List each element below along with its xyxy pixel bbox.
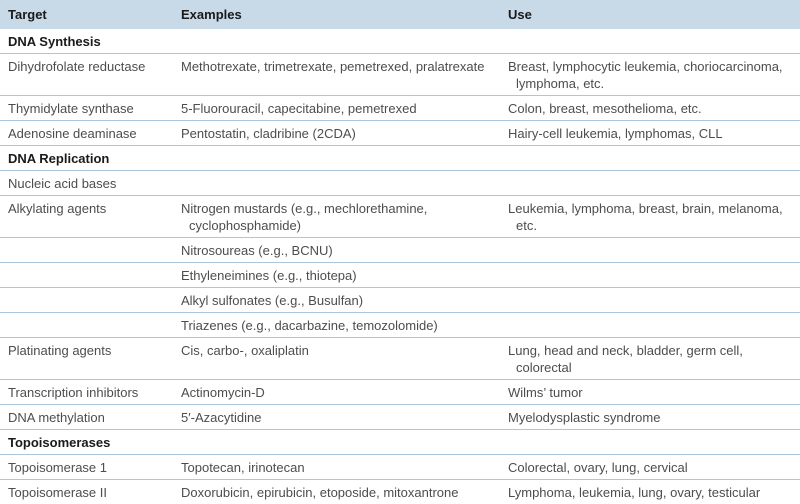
table-row <box>0 121 800 146</box>
target-cell: Dihydrofolate reductase <box>0 54 173 96</box>
column-header-target: Target <box>0 0 173 29</box>
use-cell: Colorectal, ovary, lung, cervical <box>500 455 800 480</box>
column-header-examples: Examples <box>173 0 500 29</box>
use-cell: Myelodysplastic syndrome <box>500 405 800 430</box>
examples-cell: Methotrexate, trimetrexate, pemetrexed, pralatrexate <box>173 54 500 96</box>
target-cell <box>0 263 173 288</box>
table-row <box>0 288 800 313</box>
table-row <box>0 263 800 288</box>
use-cell: Lung, head and neck, bladder, germ cell, colorectal <box>500 338 800 380</box>
examples-cell: Triazenes (e.g., dacarbazine, temozolomide) <box>173 313 500 338</box>
section-row <box>0 146 800 171</box>
table-row <box>0 380 800 405</box>
target-cell: Transcription inhibitors <box>0 380 173 405</box>
examples-cell: Pentostatin, cladribine (2CDA) <box>173 121 500 146</box>
table-row <box>0 480 800 504</box>
target-cell: Adenosine deaminase <box>0 121 173 146</box>
target-cell: Topoisomerase II <box>8 485 107 500</box>
examples-cell: Ethyleneimines (e.g., thiotepa) <box>173 263 500 288</box>
use-cell: Colon, breast, mesothelioma, etc. <box>500 96 800 121</box>
examples-cell: Alkyl sulfonates (e.g., Busulfan) <box>173 288 500 313</box>
use-cell <box>500 263 800 288</box>
target-cell <box>0 238 173 263</box>
table-row <box>0 338 800 380</box>
target-cell: Thymidylate synthase <box>0 96 173 121</box>
target-cell: Alkylating agents <box>0 196 173 238</box>
table-row <box>0 405 800 430</box>
target-cell <box>0 288 173 313</box>
table-row <box>0 196 800 238</box>
table-row <box>0 455 800 480</box>
use-cell <box>500 238 800 263</box>
examples-cell: Cis, carbo-, oxaliplatin <box>173 338 500 380</box>
target-cell: Nucleic acid bases <box>0 171 173 196</box>
examples-cell: Nitrosoureas (e.g., BCNU) <box>173 238 500 263</box>
target-cell: DNA methylation <box>0 405 173 430</box>
table-row <box>0 171 800 196</box>
table-row <box>0 96 800 121</box>
examples-cell: 5-Fluorouracil, capecitabine, pemetrexed <box>173 96 500 121</box>
target-cell: Platinating agents <box>0 338 173 380</box>
use-cell <box>500 288 800 313</box>
target-cell: Topoisomerase 1 <box>0 455 173 480</box>
use-cell: Lymphoma, leukemia, lung, ovary, testicular <box>508 485 761 500</box>
examples-cell: Nitrogen mustards (e.g., mechlorethamine, cyclophosphamide) <box>173 196 500 238</box>
use-cell: Hairy-cell leukemia, lymphomas, CLL <box>500 121 800 146</box>
section-title: DNA Replication <box>0 146 800 171</box>
header-row <box>0 0 800 29</box>
examples-cell: Actinomycin-D <box>173 380 500 405</box>
use-cell <box>500 171 800 196</box>
section-row <box>0 29 800 54</box>
examples-cell: 5′-Azacytidine <box>173 405 500 430</box>
column-header-use: Use <box>500 0 800 29</box>
section-row <box>0 430 800 455</box>
use-cell: Wilms’ tumor <box>500 380 800 405</box>
examples-cell <box>173 171 500 196</box>
examples-cell: Topotecan, irinotecan <box>173 455 500 480</box>
table-row <box>0 54 800 96</box>
use-cell <box>500 313 800 338</box>
section-title: Topoisomerases <box>0 430 800 455</box>
use-cell: Leukemia, lymphoma, breast, brain, melanoma, etc. <box>500 196 800 238</box>
table-row <box>0 313 800 338</box>
table-row <box>0 238 800 263</box>
section-title: DNA Synthesis <box>0 29 800 54</box>
examples-cell: Doxorubicin, epirubicin, etoposide, mitoxantrone <box>181 485 459 500</box>
target-cell <box>0 313 173 338</box>
use-cell: Breast, lymphocytic leukemia, choriocarcinoma, lymphoma, etc. <box>500 54 800 96</box>
